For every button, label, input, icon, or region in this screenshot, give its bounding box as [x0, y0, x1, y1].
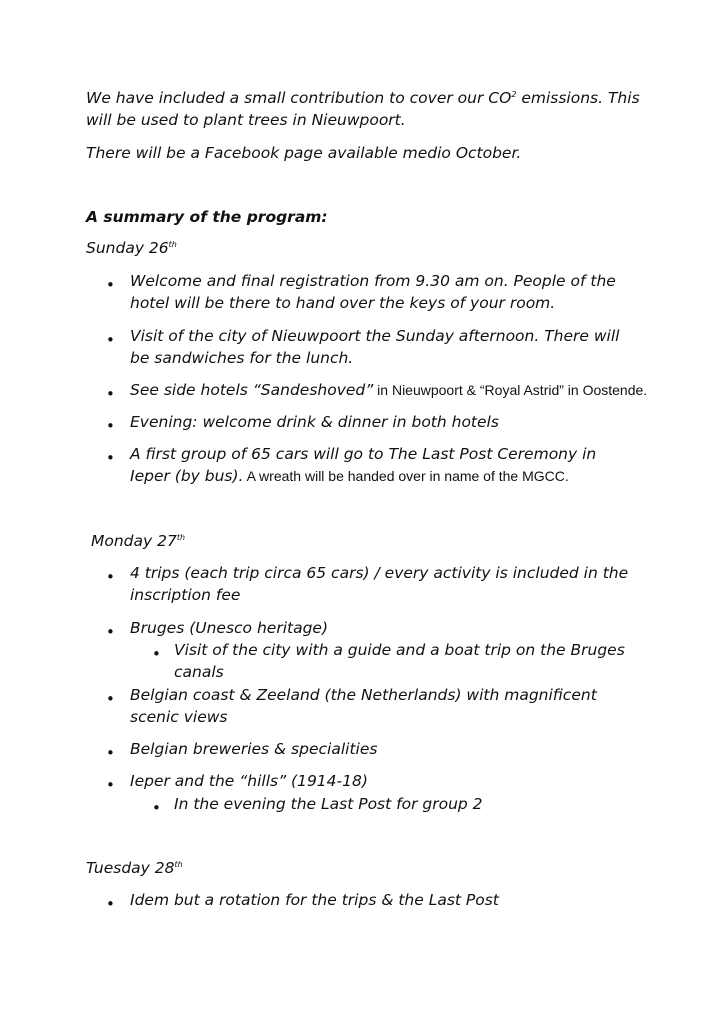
co2-text-a: We have included a small contribution to cover our CO: [86, 89, 512, 107]
summary-heading: A summary of the program:: [86, 208, 328, 226]
list-item-text: Bruges (Unesco heritage): [130, 619, 329, 637]
facebook-paragraph: There will be a Facebook page available medio October.: [86, 144, 522, 162]
list-item-text: See side hotels “Sandeshoved”: [130, 381, 374, 399]
bullet-icon: •: [106, 690, 115, 708]
list-item-text: Belgian breweries & specialities: [130, 740, 378, 758]
bullet-icon: •: [106, 776, 115, 794]
list-item: [106, 770, 630, 794]
co2-text-b: emissions. This will be used to plant trees in Nieuwpoort.: [86, 89, 640, 129]
co2-paragraph: [86, 87, 646, 131]
bullet-icon: •: [106, 385, 115, 403]
sub-list-item-text: Visit of the city with a guide and a boat trip on the Bruges canals: [174, 641, 625, 681]
sunday-label: [86, 237, 177, 259]
list-item-text: Evening: welcome drink & dinner in both hotels: [130, 413, 499, 431]
list-item: [106, 617, 630, 641]
list-item-plain-text: in Nieuwpoort & “Royal Astrid” in Oostende.: [373, 382, 648, 398]
list-item: [106, 325, 640, 369]
monday-label: [91, 530, 185, 552]
bullet-icon: •: [106, 417, 115, 435]
bullet-icon: •: [106, 449, 115, 467]
tuesday-label-text: Tuesday 28: [86, 859, 175, 877]
list-item: [106, 270, 640, 314]
bullet-icon: •: [106, 623, 115, 641]
bullet-icon: •: [152, 645, 161, 663]
bullet-icon: •: [106, 331, 115, 349]
list-item: [106, 738, 630, 762]
list-item-text: Ieper and the “hills” (1914-18): [130, 772, 368, 790]
list-item-text: A first group of 65 cars will go to The Last Post Ceremony in Ieper (by bus).: [130, 445, 597, 485]
monday-label-text: Monday 27: [91, 532, 177, 550]
bullet-icon: •: [106, 276, 115, 294]
list-item: [106, 684, 630, 728]
list-item: [106, 443, 640, 487]
bullet-icon: •: [152, 799, 161, 817]
monday-superscript: th: [176, 532, 186, 542]
sunday-label-text: Sunday 26: [86, 239, 169, 257]
bullet-icon: •: [106, 568, 115, 586]
list-item: [106, 562, 630, 606]
sub-list-item: [152, 639, 634, 683]
list-item-text: Idem but a rotation for the trips & the Last Post: [130, 891, 499, 909]
co2-superscript: 2: [511, 89, 517, 99]
list-item-text: Welcome and final registration from 9.30 am on. People of the hotel will be there to hand over the keys of your room.: [130, 272, 616, 312]
tuesday-superscript: th: [174, 859, 183, 869]
sub-list-item-text: In the evening the Last Post for group 2: [174, 795, 483, 813]
list-item-text: 4 trips (each trip circa 65 cars) / every activity is included in the inscription fee: [130, 564, 629, 604]
bullet-icon: •: [106, 895, 115, 913]
list-item: [106, 411, 640, 435]
bullet-icon: •: [106, 744, 115, 762]
list-item: [106, 889, 630, 913]
sunday-superscript: th: [168, 239, 177, 249]
list-item-text: Belgian coast & Zeeland (the Netherlands) with magnificent scenic views: [130, 686, 597, 726]
list-item-text: Visit of the city of Nieuwpoort the Sunday afternoon. There will be sandwiches for the lunch.: [130, 327, 620, 367]
list-item: [106, 379, 650, 403]
tuesday-label: [86, 857, 183, 879]
list-item-plain-text: A wreath will be handed over in name of the MGCC.: [243, 468, 569, 484]
sub-list-item: [152, 793, 634, 817]
